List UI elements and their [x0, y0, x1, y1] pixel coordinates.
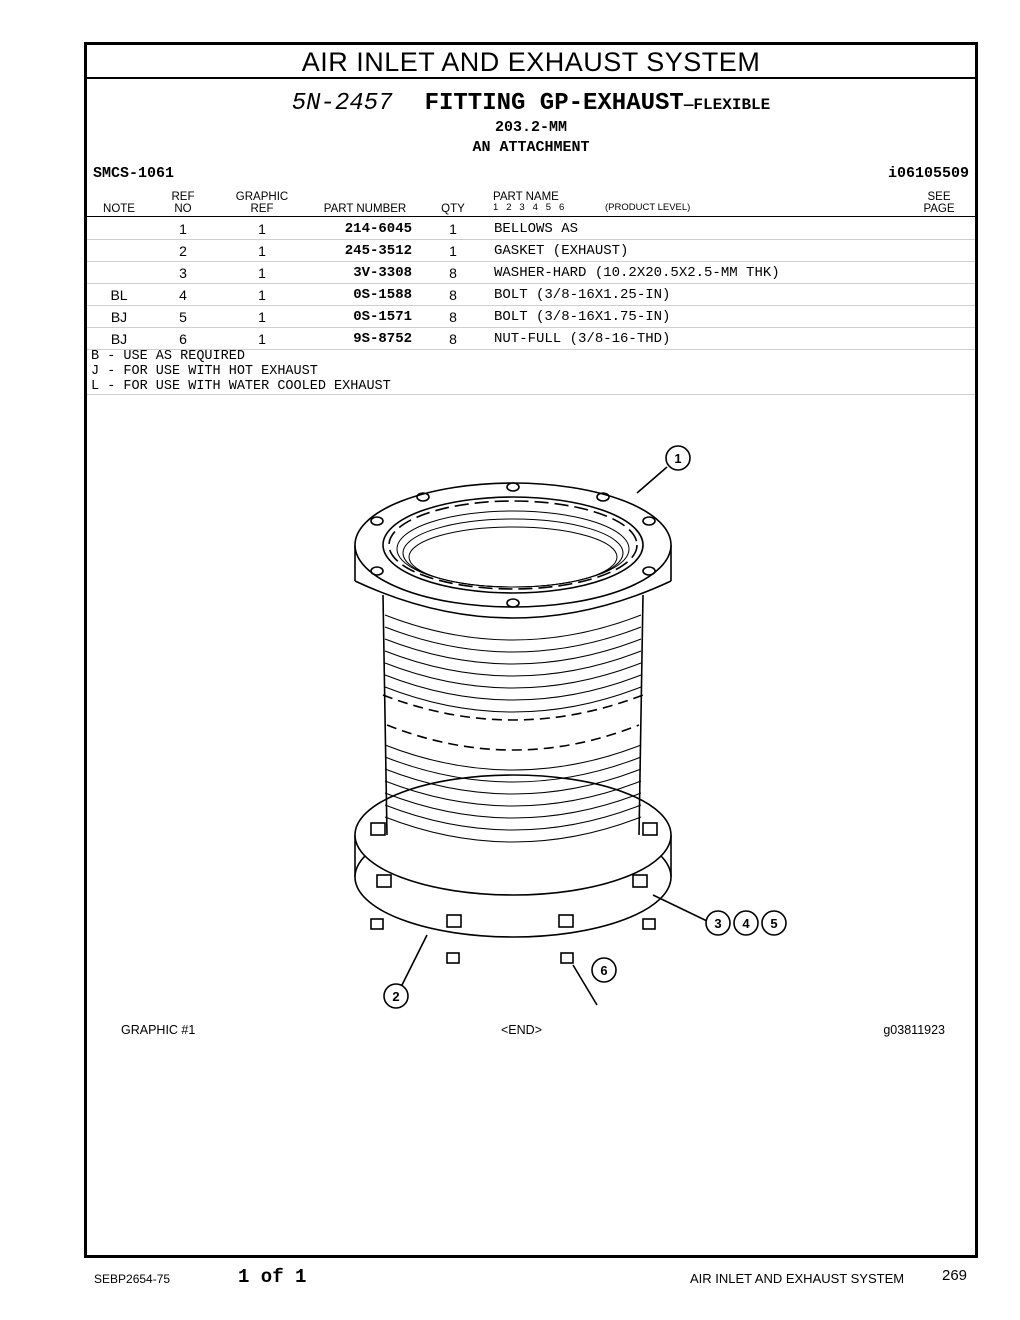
- callout-5: 5: [770, 916, 778, 931]
- col-part-number: PART NUMBER: [323, 203, 407, 215]
- col-part-name: PART NAME: [493, 191, 559, 203]
- callout-6: 6: [600, 963, 608, 978]
- end-marker: <END>: [501, 1023, 542, 1037]
- col-see: SEE: [927, 191, 951, 203]
- table-row: 2 1 245-3512 1 GASKET (EXHAUST): [87, 240, 975, 262]
- group-attachment: AN ATTACHMENT: [472, 139, 590, 156]
- part-number-link[interactable]: 0S-1588: [353, 287, 412, 303]
- col-page: PAGE: [923, 203, 955, 215]
- table-row: BJ 5 1 0S-1571 8 BOLT (3/8-16X1.75-IN): [87, 306, 975, 328]
- header-rule: [87, 216, 975, 217]
- illustration-id: i06105509: [887, 165, 969, 182]
- graphic-label: GRAPHIC #1: [121, 1023, 196, 1037]
- col-qty: QTY: [441, 203, 465, 215]
- part-number-link[interactable]: 9S-8752: [353, 331, 412, 347]
- graphic-id: g03811923: [883, 1023, 945, 1037]
- table-row: BL 4 1 0S-1588 8 BOLT (3/8-16X1.25-IN): [87, 284, 975, 306]
- table-row: 1 1 214-6045 1 BELLOWS AS: [87, 218, 975, 240]
- col-graphic: GRAPHIC: [235, 191, 289, 203]
- group-size: 203.2-MM: [494, 119, 567, 136]
- group-part-name: FITTING GP-EXHAUST: [424, 90, 684, 117]
- callout-1: 1: [674, 451, 682, 466]
- callout-3: 3: [714, 916, 722, 931]
- part-number-link[interactable]: 245-3512: [344, 243, 412, 259]
- col-ref: REF: [171, 191, 195, 203]
- smcs-code: SMCS-1061: [93, 165, 175, 182]
- part-number-link[interactable]: 0S-1571: [353, 309, 412, 325]
- footer-page-of: 1 of 1: [238, 1266, 307, 1288]
- callout-4: 4: [742, 916, 750, 931]
- note-l: L - FOR USE WITH WATER COOLED EXHAUST: [91, 379, 391, 394]
- bellows-illustration: [87, 395, 975, 1015]
- part-heading: [87, 89, 975, 120]
- page-frame: [84, 42, 978, 1258]
- footer-doc-id: SEBP2654-75: [94, 1272, 171, 1286]
- col-product-levels: 1 2 3 4 5 6: [493, 202, 565, 213]
- footer-page-number: 269: [942, 1267, 968, 1284]
- callout-6-badge: [589, 955, 619, 985]
- part-number-link[interactable]: 214-6045: [344, 221, 412, 237]
- note-j: J - FOR USE WITH HOT EXHAUST: [91, 364, 318, 379]
- table-row: BJ 6 1 9S-8752 8 NUT-FULL (3/8-16-THD): [87, 328, 975, 350]
- group-part-name-suffix: —FLEXIBLE: [683, 96, 771, 114]
- col-graphic-ref: REF: [250, 203, 274, 215]
- part-number-link[interactable]: 3V-3308: [353, 265, 412, 281]
- group-part-number: 5N-2457: [291, 90, 393, 117]
- note-b: B - USE AS REQUIRED: [91, 349, 245, 364]
- col-ref-no: NO: [174, 203, 192, 215]
- footer-section: AIR INLET AND EXHAUST SYSTEM: [690, 1271, 905, 1286]
- callout-2: 2: [392, 989, 400, 1004]
- notes-block: [91, 349, 391, 394]
- table-row: 3 1 3V-3308 8 WASHER-HARD (10.2X20.5X2.5-MM THK): [87, 262, 975, 284]
- col-product-level: (PRODUCT LEVEL): [605, 202, 691, 213]
- section-title: AIR INLET AND EXHAUST SYSTEM: [87, 45, 975, 79]
- col-note: NOTE: [103, 203, 135, 215]
